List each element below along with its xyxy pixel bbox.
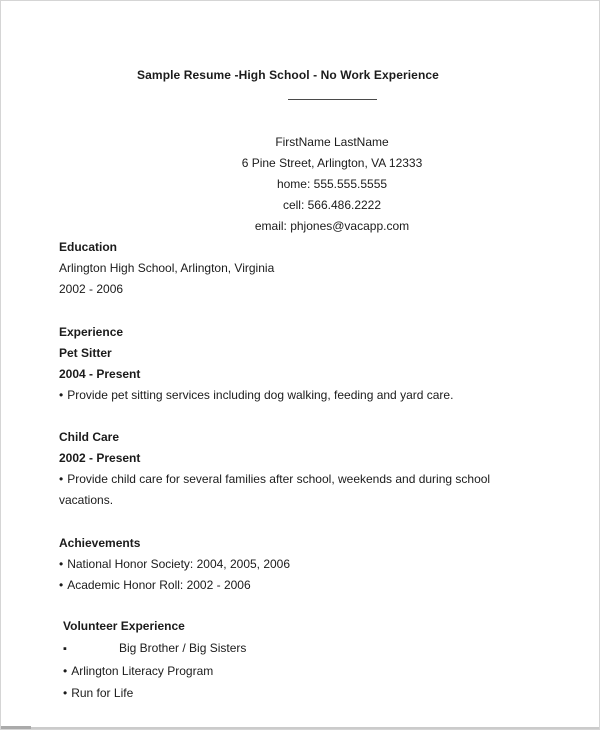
volunteer-text: Big Brother / Big Sisters [119,641,247,655]
contact-email: email: phjones@vacapp.com [254,219,410,233]
job-title-child-care: Child Care [59,430,120,444]
title-underline-rule [288,99,377,100]
job-dates-pet-sitter: 2004 - Present [59,367,141,381]
achievement-text: Academic Honor Roll: 2002 - 2006 [67,578,251,592]
contact-cell-phone: cell: 566.486.2222 [282,198,382,212]
document-title: Sample Resume -High School - No Work Experience [137,68,439,82]
volunteer-item [63,660,543,682]
job-title-pet-sitter: Pet Sitter [59,346,112,360]
achievement-item [59,575,543,596]
job-bullet-text: Provide child care for several families after school, weekends and during school vacations. [59,472,491,507]
achievement-item [59,554,543,575]
education-heading: Education [59,240,118,254]
volunteer-section [59,616,543,704]
contact-home-phone: home: 555.555.5555 [276,177,388,191]
contact-address: 6 Pine Street, Arlington, VA 12333 [241,156,423,170]
experience-section [59,322,543,406]
achievements-heading: Achievements [59,536,141,550]
education-section [59,237,543,300]
bullet-icon: • [59,557,64,571]
education-dates: 2002 - 2006 [59,282,124,296]
volunteer-text: Arlington Literacy Program [71,664,214,678]
job-bullet-pet-sitter [59,385,543,406]
square-bullet-icon: ▪ [63,643,67,655]
bullet-icon: • [59,388,64,402]
volunteer-item [63,637,543,660]
volunteer-item [63,682,543,704]
bullet-icon: • [59,472,64,486]
achievement-text: National Honor Society: 2004, 2005, 2006 [67,557,291,571]
contact-block [149,132,515,237]
volunteer-heading: Volunteer Experience [63,619,185,633]
page-bottom-edge-corner [1,726,31,729]
page-bottom-edge [1,727,599,729]
bullet-icon: • [63,664,68,678]
experience-heading: Experience [59,325,124,339]
achievements-section [59,533,543,596]
job-bullet-child-care [59,469,543,511]
job-dates-child-care: 2002 - Present [59,451,141,465]
contact-name: FirstName LastName [275,135,389,149]
job-child-care-section [59,427,543,511]
job-bullet-text: Provide pet sitting services including dog walking, feeding and yard care. [67,388,454,402]
education-school: Arlington High School, Arlington, Virginia [59,261,275,275]
bullet-icon: • [59,578,64,592]
document-content [59,1,543,704]
bullet-icon: • [63,686,68,700]
volunteer-text: Run for Life [71,686,134,700]
